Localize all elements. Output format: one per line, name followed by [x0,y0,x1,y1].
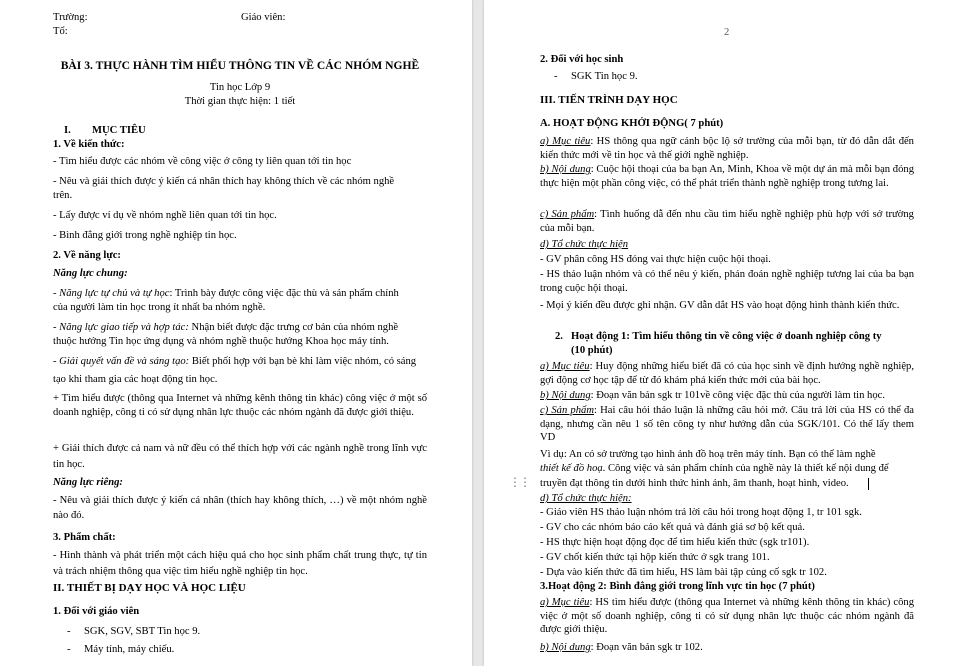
drag-handle-icon[interactable]: ⋮⋮ [509,475,529,489]
competence-heading: 2. Về năng lực: [53,250,121,261]
competence-5: + Giải thích được cả nam và nữ đều có thể thích hợp với các ngành nghề trong lĩnh vực tin học. [53,443,427,470]
section-1-number: I. [64,125,71,136]
competence-1 [53,287,399,301]
duration-line: Thời gian thực hiện: 1 tiết [184,96,296,107]
activity-1-step-4: - GV chốt kiến thức tại hộp kiến thức ở sgk trang 101. [540,552,770,563]
activity-1-step-1: - Giáo viên HS thảo luận nhóm trả lời câu hỏi trong hoạt động 1, tr 101 sgk. [540,507,862,518]
content-label: b) Nội dung [540,164,591,175]
team-label: Tổ: [53,26,68,37]
activity-a-organization: d) Tổ chức thực hiện [540,239,629,250]
teacher-material-1: SGK, SGV, SBT Tin học 9. [84,626,201,637]
knowledge-item-3: - Lấy được ví dụ về nhóm nghề liên quan tới tin học. [53,210,277,221]
specific-competence: Năng lực riêng: [53,477,123,488]
content-text: : Đoạn văn bản sgk tr 102. [590,642,703,653]
activity-a-step-3: - Mọi ý kiến đều được ghi nhận. GV dẫn dắt HS vào hoạt động hình thành kiến thức. [540,300,900,311]
content-label: b) Nội dung [540,642,591,653]
teacher-material-2: Máy tính, máy chiếu. [84,644,175,655]
page-number: 2 [724,27,730,38]
competence-3-text: Biết phối hợp với bạn bè khi làm việc nhóm, có sáng [189,356,417,367]
activity-1-title: Hoạt động 1: Tìm hiểu thông tin về công việc ở doanh nghiệp công ty [571,331,882,342]
competence-2-cont: thuộc hướng Tin học ứng dụng và nhóm nghề thuộc hướng Khoa học máy tính. [53,336,389,347]
activity-1-example: Vì dụ: An có sở trường tạo hình ảnh đồ hoạ trên máy tính. Bạn có thể làm nghề [540,449,876,460]
text-cursor [868,478,869,490]
activity-1-content [540,389,885,403]
student-materials-heading: 2. Đối với học sinh [540,54,624,65]
section-3-title: III. TIẾN TRÌNH DẠY HỌC [540,94,678,106]
document-page-1 [0,0,472,666]
product-label: c) Sản phẩm [540,405,594,416]
general-competence: Năng lực chung: [53,268,128,279]
activity-a-title: A. HOẠT ĐỘNG KHỞI ĐỘNG( 7 phút) [540,118,724,129]
competence-3-label: - Giải quyết vấn đề và sáng tạo: [53,356,190,367]
knowledge-heading: 1. Về kiến thức: [53,139,125,150]
activity-a-content [540,163,914,190]
section-1-title: MỤC TIÊU [92,125,146,136]
activity-1-example-end: truyền đạt thông tin dưới hình thức hình ảnh, âm thanh, hoạt hình, video. [540,478,849,489]
product-label: c) Sản phẩm [540,209,595,220]
dash: - [67,626,71,637]
activity-1-step-3: - HS thực hiện hoạt động đọc để tìm hiểu kiến thức (sgk tr101). [540,537,810,548]
objective-text: : HS tìm hiểu được (thông qua Internet và những kênh thông tin khác) công việc ở một số doanh nghiệp, công ti có sử dụng nhân lực thuộc các nhóm ngành đã được giới thiệu. [540,597,914,636]
competence-4: + Tìm hiểu được (thông qua Internet và những kênh thông tin khác) công việc ở một số doanh nghiệp, công ti có sử dụng nhân lực thuộc các nhóm ngành đã được giới thiệu. [53,393,427,418]
objective-label: a) Mục tiêu [540,136,591,147]
activity-1-number: 2. [555,331,563,342]
activity-2-objective [540,596,914,637]
competence-1-cont: của người làm tin học trong ít nhất ba nhóm nghề. [53,302,266,313]
activity-2-content [540,641,703,655]
activity-1-product [540,404,914,445]
objective-label: a) Mục tiêu [540,597,590,608]
competence-2-text: Nhận biết được đặc trưng cơ bản của nhóm nghề [188,322,399,333]
knowledge-item-4: - Bình đẳng giới trong nghề nghiệp tin học. [53,230,237,241]
competence-3-cont: tạo khi tham gia các hoạt động tin học. [53,374,218,385]
product-text: : Hai câu hỏi thảo luận là những câu hỏi mở. Câu trả lời của HS có thể đa dạng, nhưng cần nêu 1 số tên công ty như hướng dẫn của SGK/101. Có thể lấy them VD [540,405,914,444]
activity-2-title: 3.Hoạt động 2: Bình đẳng giới trong lĩnh vực tin học (7 phút) [540,581,815,592]
example-italic: thiết kế đồ hoạ [540,463,603,474]
school-label: Trường: [53,12,88,23]
objective-text: : HS thông qua ngữ cảnh bộc lộ sở trường của mỗi bạn, từ đó dẫn dắt đến kiến thức mới về tin học và thế giới nghề nghiệp. [540,136,914,161]
activity-1-example-cont [540,462,889,476]
content-text: : Cuộc hội thoại của ba bạn An, Minh, Khoa về một dự án mà mỗi bạn đóng thực hiện một phần công việc, có thể phát triển thành nghề nghiệp trong tương lai. [540,164,914,189]
subject-line: Tin học Lớp 9 [209,82,271,93]
objective-label: a) Mục tiêu [540,361,590,372]
teacher-materials-heading: 1. Đối với giáo viên [53,606,140,617]
example-text: . Công việc và sản phẩm chính của nghề này là thiết kế nội dung để [602,463,889,474]
teacher-label: Giáo viên: [241,12,286,23]
student-material-1: SGK Tin học 9. [571,71,638,82]
quality-item: - Hình thành và phát triển một cách hiệu quả cho học sinh phẩm chất trung thực, tự tin và trách nhiệm thông qua việc tìm hiểu nghề nghiệp tin học. [53,550,427,577]
content-text: : Đoạn văn bản sgk tr 101về công việc đặc thù của người làm tin học. [590,390,885,401]
activity-1-organization: d) Tổ chức thực hiện: [540,493,632,504]
objective-text: : Huy động những hiểu biết đã có của học sinh về định hướng nghề nghiệp, gợi động cơ học tập để từ đó khám phá kiến thức mới của bài học. [540,361,914,386]
activity-1-step-2: - GV cho các nhóm báo cáo kết quả và đánh giá sơ bộ kết quả. [540,522,805,533]
dash: - [67,644,71,655]
activity-a-objective [540,135,914,162]
knowledge-item-1: - Tìm hiểu được các nhóm về công việc ở công ty liên quan tới tin học [53,156,352,167]
competence-1-label: - Năng lực tự chủ và tự học [53,288,170,299]
activity-1-time: (10 phút) [571,345,613,356]
activity-1-objective [540,360,914,387]
specific-competence-item: - Nêu và giải thích được ý kiến cá nhân (thích hay không thích, …) về một nhóm nghề nào đó. [53,495,427,521]
content-label: b) Nội dung [540,390,591,401]
document-page-2 [484,0,961,666]
section-2-title: II. THIẾT BỊ DẠY HỌC VÀ HỌC LIỆU [53,582,246,594]
activity-a-product [540,208,914,235]
product-text: : Tình huống dẫ đến nhu cầu tìm hiểu nghề nghiệp phù hợp với sở trường của mỗi bạn. [540,209,914,234]
knowledge-item-2: - Nêu và giải thích được ý kiến cá nhân thích hay không thích về các nhóm nghề [53,176,395,187]
knowledge-item-2-cont: trên. [53,190,73,201]
activity-a-step-1: - GV phân công HS đóng vai thực hiện cuộc hội thoại. [540,254,771,265]
competence-2 [53,321,398,335]
competence-2-label: - Năng lực giao tiếp và hợp tác: [53,322,189,333]
activity-1-step-5: - Dựa vào kiến thức đã tìm hiểu, HS làm bài tập củng cố sgk tr 102. [540,567,827,578]
competence-1-text: : Trình bày được công việc đặc thù và sản phẩm chính [169,288,399,299]
competence-3 [53,355,416,369]
dash: - [554,71,558,82]
lesson-title: BÀI 3. THỰC HÀNH TÌM HIỂU THÔNG TIN VỀ CÁC NHÓM NGHỀ [60,59,420,72]
activity-a-step-2: - HS thảo luận nhóm và có thể nêu ý kiến, phán đoán nghề nghiệp tương lai của ba bạn trong cuộc hội thoại. [540,269,914,294]
quality-heading: 3. Phẩm chất: [53,532,116,543]
